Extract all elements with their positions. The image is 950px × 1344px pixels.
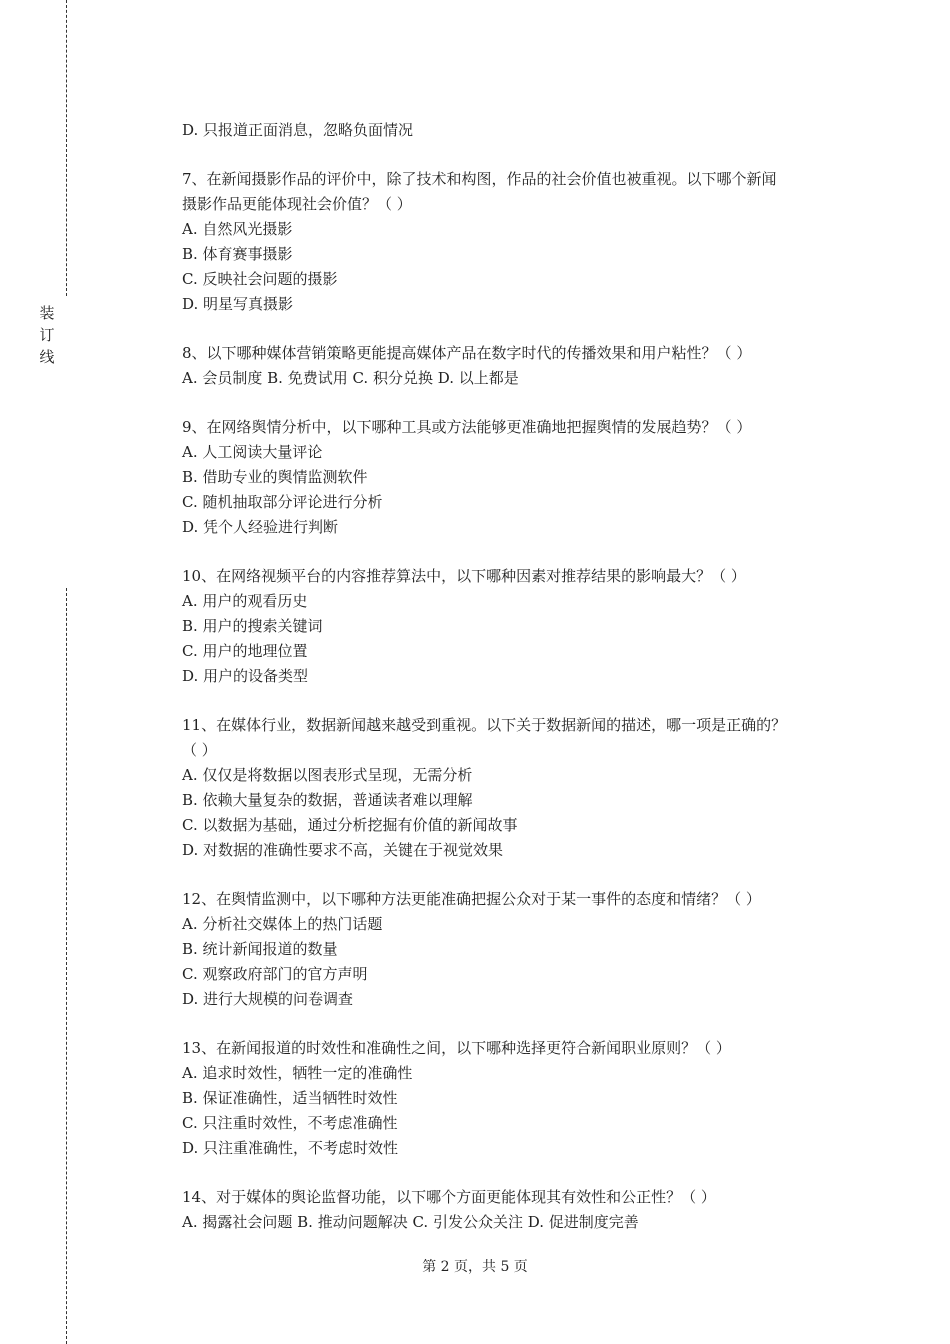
q7-option-c: C. 反映社会问题的摄影	[182, 270, 338, 288]
q10-option-b: B. 用户的搜索关键词	[182, 617, 323, 635]
q9-option-d: D. 凭个人经验进行判断	[182, 518, 339, 536]
q11-stem-line1: 11、在媒体行业，数据新闻越来越受到重视。以下关于数据新闻的描述，哪一项是正确的？	[182, 716, 787, 734]
q14-options: A. 揭露社会问题 B. 推动问题解决 C. 引发公众关注 D. 促进制度完善	[182, 1213, 639, 1231]
q8-stem: 8、以下哪种媒体营销策略更能提高媒体产品在数字时代的传播效果和用户粘性？（ ）	[182, 344, 752, 362]
question-13	[182, 1036, 852, 1161]
question-9	[182, 415, 852, 540]
q13-option-b: B. 保证准确性，适当牺牲时效性	[182, 1089, 398, 1107]
q13-option-c: C. 只注重时效性，不考虑准确性	[182, 1114, 398, 1132]
binding-char: 订	[39, 326, 55, 344]
binding-char: 装	[39, 304, 55, 322]
q7-option-b: B. 体育赛事摄影	[182, 245, 293, 263]
q11-stem-line2: （ ）	[182, 741, 217, 759]
q7-option-a: A. 自然风光摄影	[182, 220, 293, 238]
q11-option-d: D. 对数据的准确性要求不高，关键在于视觉效果	[182, 841, 504, 859]
q13-option-a: A. 追求时效性，牺牲一定的准确性	[182, 1064, 413, 1082]
question-11	[182, 713, 852, 863]
q13-stem: 13、在新闻报道的时效性和准确性之间，以下哪种选择更符合新闻职业原则？（ ）	[182, 1039, 731, 1057]
q12-option-c: C. 观察政府部门的官方声明	[182, 965, 368, 983]
q12-stem: 12、在舆情监测中，以下哪种方法更能准确把握公众对于某一事件的态度和情绪？（ ）	[182, 890, 761, 908]
page-number: 第 2 页，共 5 页	[422, 1259, 528, 1275]
q7-option-d: D. 明星写真摄影	[182, 295, 294, 313]
binding-label	[38, 302, 56, 368]
question-12	[182, 887, 852, 1012]
q7-stem-line1: 7、在新闻摄影作品的评价中，除了技术和构图，作品的社会价值也被重视。以下哪个新闻	[182, 170, 777, 188]
q10-option-d: D. 用户的设备类型	[182, 667, 309, 685]
q14-stem: 14、对于媒体的舆论监督功能，以下哪个方面更能体现其有效性和公正性？（ ）	[182, 1188, 716, 1206]
q9-option-a: A. 人工阅读大量评论	[182, 443, 323, 461]
question-10	[182, 564, 852, 689]
q12-option-d: D. 进行大规模的问卷调查	[182, 990, 354, 1008]
q9-option-c: C. 随机抽取部分评论进行分析	[182, 493, 383, 511]
q12-option-b: B. 统计新闻报道的数量	[182, 940, 338, 958]
q10-stem: 10、在网络视频平台的内容推荐算法中，以下哪种因素对推荐结果的影响最大？（ ）	[182, 567, 746, 585]
q7-stem-line2: 摄影作品更能体现社会价值？（ ）	[182, 195, 412, 213]
q10-option-a: A. 用户的观看历史	[182, 592, 308, 610]
question-8	[182, 341, 852, 391]
question-7	[182, 167, 852, 317]
q9-stem: 9、在网络舆情分析中，以下哪种工具或方法能够更准确地把握舆情的发展趋势？（ ）	[182, 418, 752, 436]
q11-option-a: A. 仅仅是将数据以图表形式呈现，无需分析	[182, 766, 473, 784]
question-list	[182, 118, 852, 1235]
q9-option-b: B. 借助专业的舆情监测软件	[182, 468, 368, 486]
question-14	[182, 1185, 852, 1235]
q12-option-a: A. 分析社交媒体上的热门话题	[182, 915, 383, 933]
q6-option-d: D. 只报道正面消息，忽略负面情况	[182, 121, 414, 139]
binding-line-bottom	[66, 588, 67, 1344]
q10-option-c: C. 用户的地理位置	[182, 642, 308, 660]
q11-option-c: C. 以数据为基础，通过分析挖掘有价值的新闻故事	[182, 816, 518, 834]
binding-char: 线	[39, 348, 55, 366]
q11-option-b: B. 依赖大量复杂的数据，普通读者难以理解	[182, 791, 473, 809]
q13-option-d: D. 只注重准确性，不考虑时效性	[182, 1139, 399, 1157]
binding-line-top	[66, 0, 67, 296]
q8-options: A. 会员制度 B. 免费试用 C. 积分兑换 D. 以上都是	[182, 369, 519, 387]
